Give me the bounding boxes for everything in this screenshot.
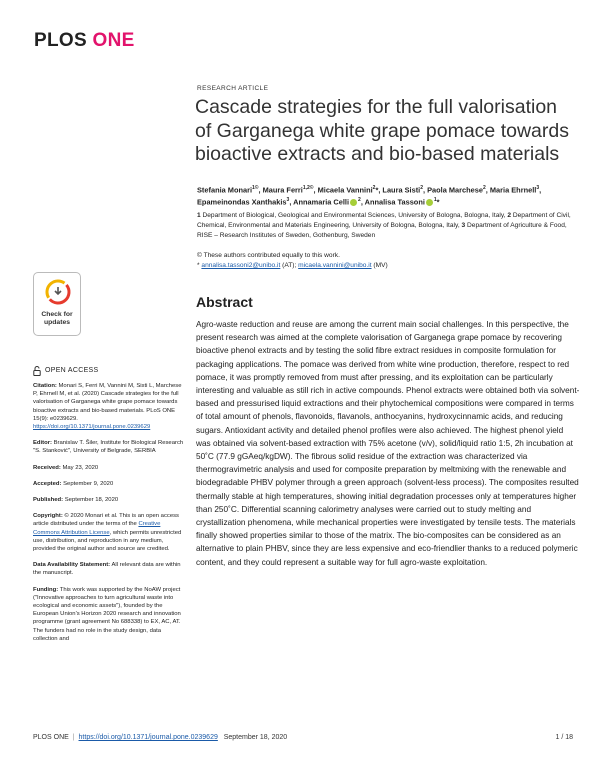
check-for-updates-label (34, 311, 80, 327)
data-availability-label: Data Availability Statement: (33, 562, 111, 569)
open-lock-icon (33, 366, 41, 376)
contribution-notes (197, 251, 577, 270)
abstract-heading: Abstract (196, 294, 253, 310)
footer-left (33, 734, 287, 741)
author-affil-sup: 2 (358, 197, 361, 204)
funding-text: This work was supported by the NoAW project ("Innovative approaches to turn agricultural waste into ecological and economic assets"), founded by the European Union's Horizon 2020 research and innovation programme (grant agreement No 688338) to EX, AC, AT. The funders had no role in the study design, data collection and (33, 586, 181, 642)
orcid-icon[interactable] (350, 199, 357, 206)
author-affil-sup: 2 (483, 185, 486, 191)
accepted-block (33, 480, 185, 488)
funding-label: Funding: (33, 586, 59, 593)
corresponding-star: * (375, 185, 379, 195)
editor-block (33, 439, 185, 455)
published-block (33, 496, 185, 504)
author-affil-sup: 1 (433, 197, 437, 204)
author-name: , Maria Ehrnell (485, 185, 537, 195)
author-name: , Laura Sisti (378, 185, 421, 195)
author-name: , Paola Marchese (423, 185, 483, 195)
affil-number: 2 (507, 212, 512, 219)
author-name: , Annamaria Celli (289, 197, 350, 207)
article-title: Cascade strategies for the full valorisation of Garganega white grape pomace towards bioactive extracts and bio-based materials (195, 96, 569, 165)
published-date: September 18, 2020 (63, 497, 119, 504)
received-label: Received: (33, 464, 61, 471)
journal-logo (34, 30, 135, 52)
author-affil-sup: 1© (252, 185, 259, 191)
article-type: RESEARCH ARTICLE (197, 85, 269, 92)
article-sidebar (33, 366, 185, 651)
author-affil-sup: 1,2© (302, 185, 314, 191)
check-for-updates-icon (45, 279, 71, 305)
correspondence-text: (MV) (371, 261, 388, 269)
affil-number: 3 (461, 222, 466, 230)
affiliations (197, 211, 577, 242)
abstract-text: Agro-waste reduction and reuse are among the current main social challenges. In this perspective, the present research was aimed at the complete valorisation of Garganega grape pomace by recovering bioactive phenol extracts and by testing the solid fibre extract residues in composite formulation for packaging applications. The pomace was derived from white wine production, therefore, respect to red pomace, it was promptly removed from must after pressing, and its exploitation can be particularly interesting and valuable as still rich in active compounds. Phenol extracts were obtained both via solvent-based and pressurised liquid extractions and their phytochemical compositions were compared in terms of total amount of phenols, flavonoids, flavanols, anthocyanins, hydroxycinnamic acids, and reducing sugars. Antioxidant activity and detailed phenol profiles were also achieved. The highest phenol yield was obtained via solvent-based extraction with 75% acetone (v/v), solid/liquid ratio 1:5, 2h incubation at 50˚C (77.9 gGAeq/kgDW). The fibrous solid residue of the extraction was characterized via thermogravimetric analysis and used for composite preparation by meltmixing with the renewable and biodegradable PHBV polymer through a green approach (solvent-less process). The composites resulted thermally stable at high temperatures, showing initial degradation processes only at temperatures higher than 250˚C. Differential scanning calorimetry analyses were carried out to study melting and crystallization phenomena, while mechanical properties were investigated by tensile tests. The materials finally showed properties similar to those of the matrix. The bio-composites can be considered as an alternative to plain PHBV, since they are less expensive and eco-friendlier thanks to a reduced polymeric content, and they could represent a suitable way for full agro-waste exploitation. (196, 320, 580, 567)
author-list (197, 183, 577, 208)
copyright-label: Copyright: (33, 513, 63, 520)
author-affil-sup: 3 (536, 185, 540, 191)
affil-text: Department of Agriculture & Food, RISE – Research Institutes of Sweden, Gothenburg, Sweden (197, 222, 567, 240)
check-label-line1: Check for (41, 311, 73, 318)
affil-number: 1 (197, 212, 201, 219)
copyright-block (33, 512, 185, 553)
affil-text: Department of Civil, Chemical, Environmental and Materials Engineering, University of Bologna, Bologna, Italy, (197, 212, 571, 230)
logo-one: ONE (86, 30, 135, 51)
citation-doi-link[interactable]: https://doi.org/10.1371/journal.pone.0239629 (33, 424, 151, 431)
copyright-text: © 2020 Monari et al. This is an open access article distributed under the terms of the (33, 513, 179, 528)
correspondence-line (197, 261, 577, 271)
equal-contribution-note: © These authors contributed equally to this work. (197, 252, 340, 259)
page-footer (33, 734, 573, 741)
author-name: Stefania Monari (197, 185, 253, 195)
affil-text: Department of Biological, Geological and Environmental Sciences, University of Bologna, Bologna, Italy, (200, 212, 506, 219)
data-availability-block (33, 561, 185, 577)
citation-block (33, 382, 185, 431)
copyright-text: , which permits unrestricted use, distribution, and reproduction in any medium, provided the original author and source are credited. (33, 529, 182, 553)
received-date: May 23, 2020 (60, 464, 99, 471)
accepted-label: Accepted: (33, 480, 62, 487)
check-label-line2: updates (43, 319, 71, 326)
data-availability-text: All relevant data are within the manuscript. (33, 562, 181, 577)
author-name: , Maura Ferri (258, 185, 303, 195)
citation-text: Monari S, Ferri M, Vannini M, Sisti L, Marchese P, Ehrnell M, et al. (2020) Cascade strategies for the full valorisation of Garganega white grape pomace towards bioactive extracts and bio-based materials. PLoS ONE 15(9): e0239629. (33, 383, 182, 422)
orcid-icon[interactable] (426, 199, 433, 206)
page-number: 1 / 18 (555, 734, 573, 741)
corresponding-star: * (197, 261, 202, 269)
author-affil-sup: 2 (372, 185, 376, 191)
author-affil-sup: 2 (420, 185, 424, 191)
email-link-tassoni[interactable]: annalisa.tassoni2@unibo.it (201, 261, 281, 269)
correspondence-text: (AT); (280, 261, 299, 269)
author-name: , Micaela Vannini (313, 185, 373, 195)
check-for-updates-badge[interactable] (33, 272, 81, 336)
citation-label: Citation: (33, 383, 57, 389)
logo-plos: PLOS (34, 30, 87, 51)
footer-doi-link[interactable]: https://doi.org/10.1371/journal.pone.0239629 (78, 734, 218, 741)
author-name: , Epameinondas Xanthakis (197, 185, 542, 207)
author-name: , Annalisa Tassoni (360, 197, 425, 207)
author-affil-sup: 3 (286, 197, 290, 204)
received-block (33, 464, 185, 472)
footer-date: September 18, 2020 (223, 734, 288, 741)
accepted-date: September 9, 2020 (61, 480, 114, 487)
editor-label: Editor: (33, 440, 52, 447)
funding-block (33, 586, 185, 643)
license-link[interactable]: Creative Commons Attribution License (33, 521, 161, 536)
open-access-label (33, 366, 185, 376)
footer-journal: PLOS ONE (33, 734, 69, 741)
corresponding-star: * (436, 197, 440, 207)
open-access-text: OPEN ACCESS (45, 366, 99, 374)
email-link-vannini[interactable]: micaela.vannini@unibo.it (298, 261, 372, 269)
footer-separator: | (72, 734, 75, 741)
published-label: Published: (33, 497, 64, 504)
editor-text: Branislav T. Šiler, Institute for Biological Research "S. Stanković", University of Belgrade, SERBIA (33, 440, 184, 455)
